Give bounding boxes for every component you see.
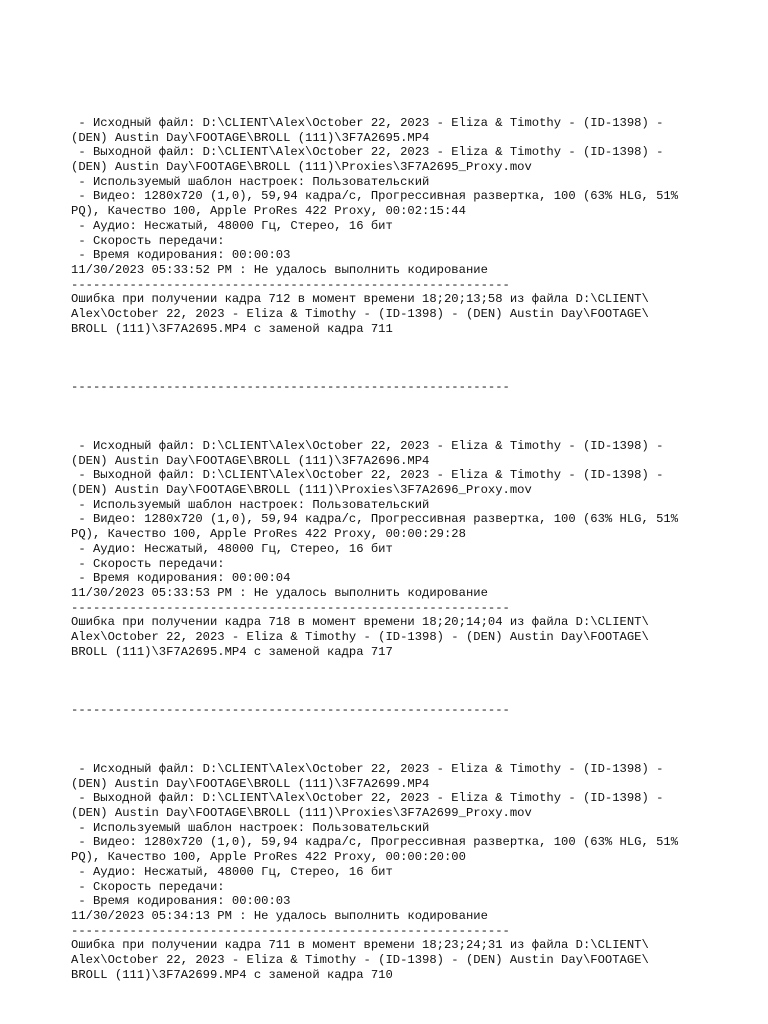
error-line-cont: BROLL (111)\3F7A2695.MP4 с заменой кадра 711 [71, 321, 393, 336]
failure-timestamp-line: 11/30/2023 05:33:53 PM : Не удалось выполнить кодирование [71, 585, 488, 600]
source-file-line-cont: (DEN) Austin Day\FOOTAGE\BROLL (111)\3F7A2696.MP4 [71, 453, 430, 468]
output-file-line: - Выходной файл: D:\CLIENT\Alex\October 22, 2023 - Eliza & Timothy - (ID-1398) - [71, 468, 664, 483]
output-file-line: - Выходной файл: D:\CLIENT\Alex\October 22, 2023 - Eliza & Timothy - (ID-1398) - [71, 145, 664, 160]
encode-time-line: - Время кодирования: 00:00:04 [71, 571, 291, 586]
encode-time-line: - Время кодирования: 00:00:03 [71, 894, 291, 909]
error-line-cont: BROLL (111)\3F7A2695.MP4 с заменой кадра 717 [71, 644, 393, 659]
preset-line: - Используемый шаблон настроек: Пользовательский [71, 820, 430, 835]
divider-line: ------------------------------------------------------------ [71, 923, 510, 938]
video-line-cont: PQ), Качество 100, Apple ProRes 422 Proxy, 00:02:15:44 [71, 204, 466, 219]
source-file-line: - Исходный файл: D:\CLIENT\Alex\October 22, 2023 - Eliza & Timothy - (ID-1398) - [71, 762, 664, 776]
video-line-cont: PQ), Качество 100, Apple ProRes 422 Proxy, 00:00:29:28 [71, 527, 466, 542]
divider-line: ------------------------------------------------------------ [71, 277, 510, 292]
output-file-line-cont: (DEN) Austin Day\FOOTAGE\BROLL (111)\Proxies\3F7A2699_Proxy.mov [71, 806, 532, 821]
log-entry [71, 762, 731, 982]
audio-line: - Аудио: Несжатый, 48000 Гц, Стерео, 16 бит [71, 218, 393, 233]
source-file-line: - Исходный файл: D:\CLIENT\Alex\October 22, 2023 - Eliza & Timothy - (ID-1398) - [71, 439, 664, 453]
divider-line: ------------------------------------------------------------ [71, 600, 510, 615]
bitrate-line: - Скорость передачи: [71, 879, 225, 894]
output-file-line: - Выходной файл: D:\CLIENT\Alex\October 22, 2023 - Eliza & Timothy - (ID-1398) - [71, 791, 664, 806]
source-file-line-cont: (DEN) Austin Day\FOOTAGE\BROLL (111)\3F7A2695.MP4 [71, 130, 430, 145]
preset-line: - Используемый шаблон настроек: Пользовательский [71, 497, 430, 512]
source-file-line-cont: (DEN) Austin Day\FOOTAGE\BROLL (111)\3F7A2699.MP4 [71, 776, 430, 791]
source-file-line: - Исходный файл: D:\CLIENT\Alex\October 22, 2023 - Eliza & Timothy - (ID-1398) - [71, 116, 664, 130]
error-line: Ошибка при получении кадра 711 в момент времени 18;23;24;31 из файла D:\CLIENT\ [71, 938, 649, 953]
error-line: Ошибка при получении кадра 718 в момент времени 18;20;14;04 из файла D:\CLIENT\ [71, 615, 649, 630]
video-line: - Видео: 1280x720 (1,0), 59,94 кадра/с, Прогрессивная развертка, 100 (63% HLG, 51% [71, 189, 679, 204]
failure-timestamp-line: 11/30/2023 05:34:13 PM : Не удалось выполнить кодирование [71, 908, 488, 923]
encode-time-line: - Время кодирования: 00:00:03 [71, 248, 291, 263]
error-line-cont: Alex\October 22, 2023 - Eliza & Timothy - (ID-1398) - (DEN) Austin Day\FOOTAGE\ [71, 306, 649, 321]
error-line-cont: Alex\October 22, 2023 - Eliza & Timothy - (ID-1398) - (DEN) Austin Day\FOOTAGE\ [71, 952, 649, 967]
video-line: - Видео: 1280x720 (1,0), 59,94 кадра/с, Прогрессивная развертка, 100 (63% HLG, 51% [71, 512, 679, 527]
preset-line: - Используемый шаблон настроек: Пользовательский [71, 174, 430, 189]
video-line: - Видео: 1280x720 (1,0), 59,94 кадра/с, Прогрессивная развертка, 100 (63% HLG, 51% [71, 835, 679, 850]
entry-separator: ------------------------------------------------------------ [71, 703, 510, 718]
error-line-cont: BROLL (111)\3F7A2699.MP4 с заменой кадра 710 [71, 967, 393, 982]
audio-line: - Аудио: Несжатый, 48000 Гц, Стерео, 16 бит [71, 541, 393, 556]
video-line-cont: PQ), Качество 100, Apple ProRes 422 Proxy, 00:00:20:00 [71, 850, 466, 865]
encoding-log [71, 116, 731, 982]
bitrate-line: - Скорость передачи: [71, 556, 225, 571]
log-entry [71, 116, 731, 336]
log-entry [71, 439, 731, 659]
entry-separator: ------------------------------------------------------------ [71, 380, 510, 395]
error-line: Ошибка при получении кадра 712 в момент времени 18;20;13;58 из файла D:\CLIENT\ [71, 292, 649, 307]
error-line-cont: Alex\October 22, 2023 - Eliza & Timothy - (ID-1398) - (DEN) Austin Day\FOOTAGE\ [71, 629, 649, 644]
output-file-line-cont: (DEN) Austin Day\FOOTAGE\BROLL (111)\Proxies\3F7A2696_Proxy.mov [71, 483, 532, 498]
output-file-line-cont: (DEN) Austin Day\FOOTAGE\BROLL (111)\Proxies\3F7A2695_Proxy.mov [71, 160, 532, 175]
failure-timestamp-line: 11/30/2023 05:33:52 PM : Не удалось выполнить кодирование [71, 262, 488, 277]
audio-line: - Аудио: Несжатый, 48000 Гц, Стерео, 16 бит [71, 864, 393, 879]
bitrate-line: - Скорость передачи: [71, 233, 225, 248]
